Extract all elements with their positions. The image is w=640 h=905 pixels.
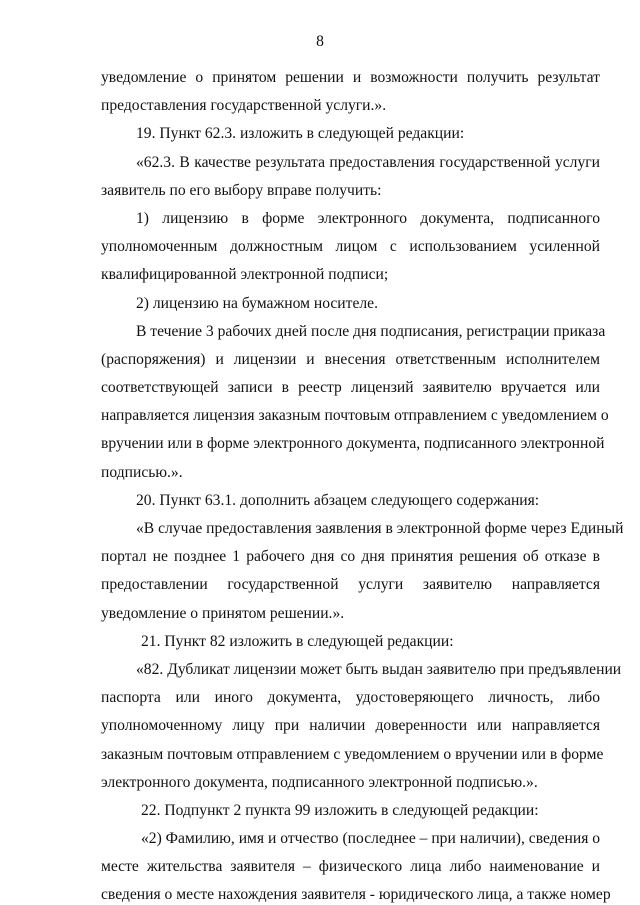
text-line: 22. Подпункт 2 пункта 99 изложить в следующей редакции:	[141, 801, 539, 819]
text-line: «В случае предоставления заявления в электронной форме через Единый	[136, 520, 624, 537]
text-line: 1) лицензию в форме электронного документа, подписанного	[136, 209, 600, 227]
text-line: заказным почтовым отправлением с уведомлением о вручении или в форме	[101, 745, 604, 763]
text-line: «62.3. В качестве результата предоставления государственной услуги	[136, 153, 600, 171]
text-line: «2) Фамилию, имя и отчество (последнее – при наличии), сведения о	[141, 830, 601, 848]
text-line: уполномоченному лицу при наличии доверенности или направляется	[101, 717, 600, 735]
text-line: паспорта или иного документа, удостоверяющего личность, либо	[101, 689, 600, 707]
text-line: уведомление о принятом решении и возможности получить результат	[101, 69, 600, 86]
text-line: электронного документа, подписанного электронной подписью.».	[101, 773, 538, 791]
text-line: (распоряжения) и лицензии и внесения ответственным исполнителем	[101, 350, 600, 368]
text-line: заявитель по его выбору вправе получить:	[101, 181, 382, 199]
text-line: соответствующей записи в реестр лицензий заявителю вручается или	[101, 379, 600, 397]
text-line: 2) лицензию на бумажном носителе.	[136, 294, 378, 312]
text-line: месте жительства заявителя – физического лица либо наименование и	[101, 858, 600, 876]
text-line: уполномоченным должностным лицом с использованием усиленной	[101, 238, 600, 256]
text-line: квалифицированной электронной подписи;	[101, 266, 389, 284]
text-line: подписью.».	[101, 463, 183, 481]
text-line: В течение 3 рабочих дней после дня подписания, регистрации приказа	[136, 322, 606, 340]
text-line: «82. Дубликат лицензии может быть выдан заявителю при предъявлении	[136, 660, 622, 678]
text-line: вручении или в форме электронного документа, подписанного электронной	[101, 435, 605, 453]
text-line: 21. Пункт 82 изложить в следующей редакции:	[141, 632, 454, 650]
text-line: предоставления государственной услуги.».	[101, 97, 387, 115]
page-number: 8	[316, 33, 324, 50]
text-line: 20. Пункт 63.1. дополнить абзацем следующего содержания:	[136, 491, 540, 509]
text-line: портал не позднее 1 рабочего дня со дня принятия решения об отказе в	[101, 548, 600, 566]
text-line: направляется лицензия заказным почтовым отправлением с уведомлением о	[101, 407, 609, 425]
text-line: уведомление о принятом решении.».	[101, 604, 345, 622]
text-line: 19. Пункт 62.3. изложить в следующей редакции:	[136, 125, 465, 143]
text-line: сведения о месте нахождения заявителя - юридического лица, а также номер	[101, 886, 611, 904]
document-body	[101, 64, 624, 905]
text-line: предоставлении государственной услуги заявителю направляется	[101, 576, 600, 594]
